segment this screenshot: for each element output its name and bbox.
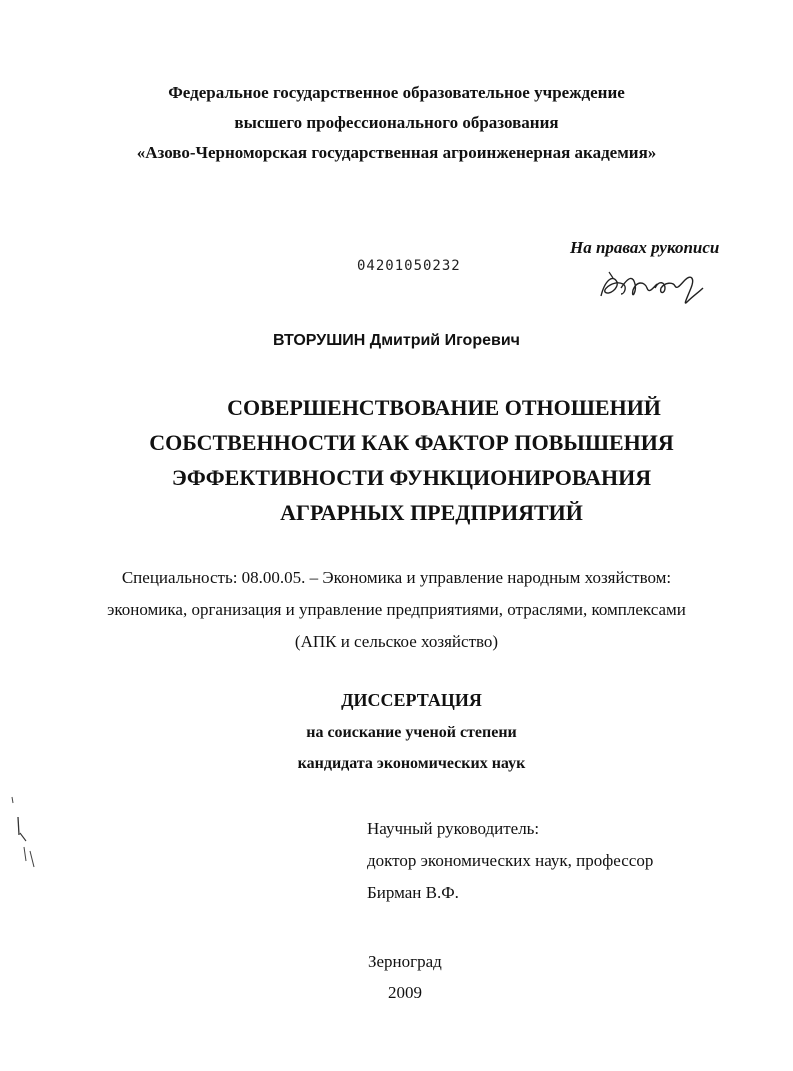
- dissertation-line-2: кандидата экономических наук: [297, 755, 526, 772]
- institution-line-2: высшего профессионального образования: [234, 113, 559, 132]
- supervisor-name: Бирман В.Ф.: [367, 883, 459, 902]
- signature-image: [595, 266, 710, 310]
- supervisor-block: [367, 813, 653, 909]
- author-name: ВТОРУШИН Дмитрий Игоревич: [273, 332, 520, 349]
- document-code: 04201050232: [357, 258, 461, 274]
- specialty: [0, 562, 793, 658]
- institution-header: [0, 78, 793, 168]
- dissertation-block: [0, 690, 793, 779]
- title-line-1: СОВЕРШЕНСТВОВАНИЕ ОТНОШЕНИЙ: [227, 395, 661, 420]
- institution-line-1: Федеральное государственное образовательное учреждение: [168, 83, 625, 102]
- specialty-line-3: (АПК и сельское хозяйство): [294, 632, 499, 651]
- dissertation-line-1: на соискание ученой степени: [306, 724, 517, 741]
- city: Зерноград: [368, 952, 442, 971]
- supervisor-label: Научный руководитель:: [367, 819, 540, 838]
- supervisor-degree: доктор экономических наук, профессор: [367, 851, 654, 870]
- specialty-line-2: экономика, организация и управление предприятиями, отраслями, комплексами: [107, 600, 686, 619]
- year: 2009: [388, 983, 422, 1002]
- institution-line-3: «Азово-Черноморская государственная агроинженерная академия»: [136, 143, 657, 162]
- thesis-title: [0, 390, 793, 530]
- title-line-3: ЭФФЕКТИВНОСТИ ФУНКЦИОНИРОВАНИЯ: [171, 465, 652, 490]
- title-line-2: СОБСТВЕННОСТИ КАК ФАКТОР ПОВЫШЕНИЯ: [149, 430, 674, 455]
- manuscript-mark: На правах рукописи: [570, 238, 720, 257]
- title-line-4: АГРАРНЫХ ПРЕДПРИЯТИЙ: [280, 500, 583, 525]
- scan-margin-marks: [8, 795, 42, 875]
- specialty-line-1: Специальность: 08.00.05. – Экономика и управление народным хозяйством:: [121, 568, 672, 587]
- dissertation-heading: ДИССЕРТАЦИЯ: [341, 690, 482, 710]
